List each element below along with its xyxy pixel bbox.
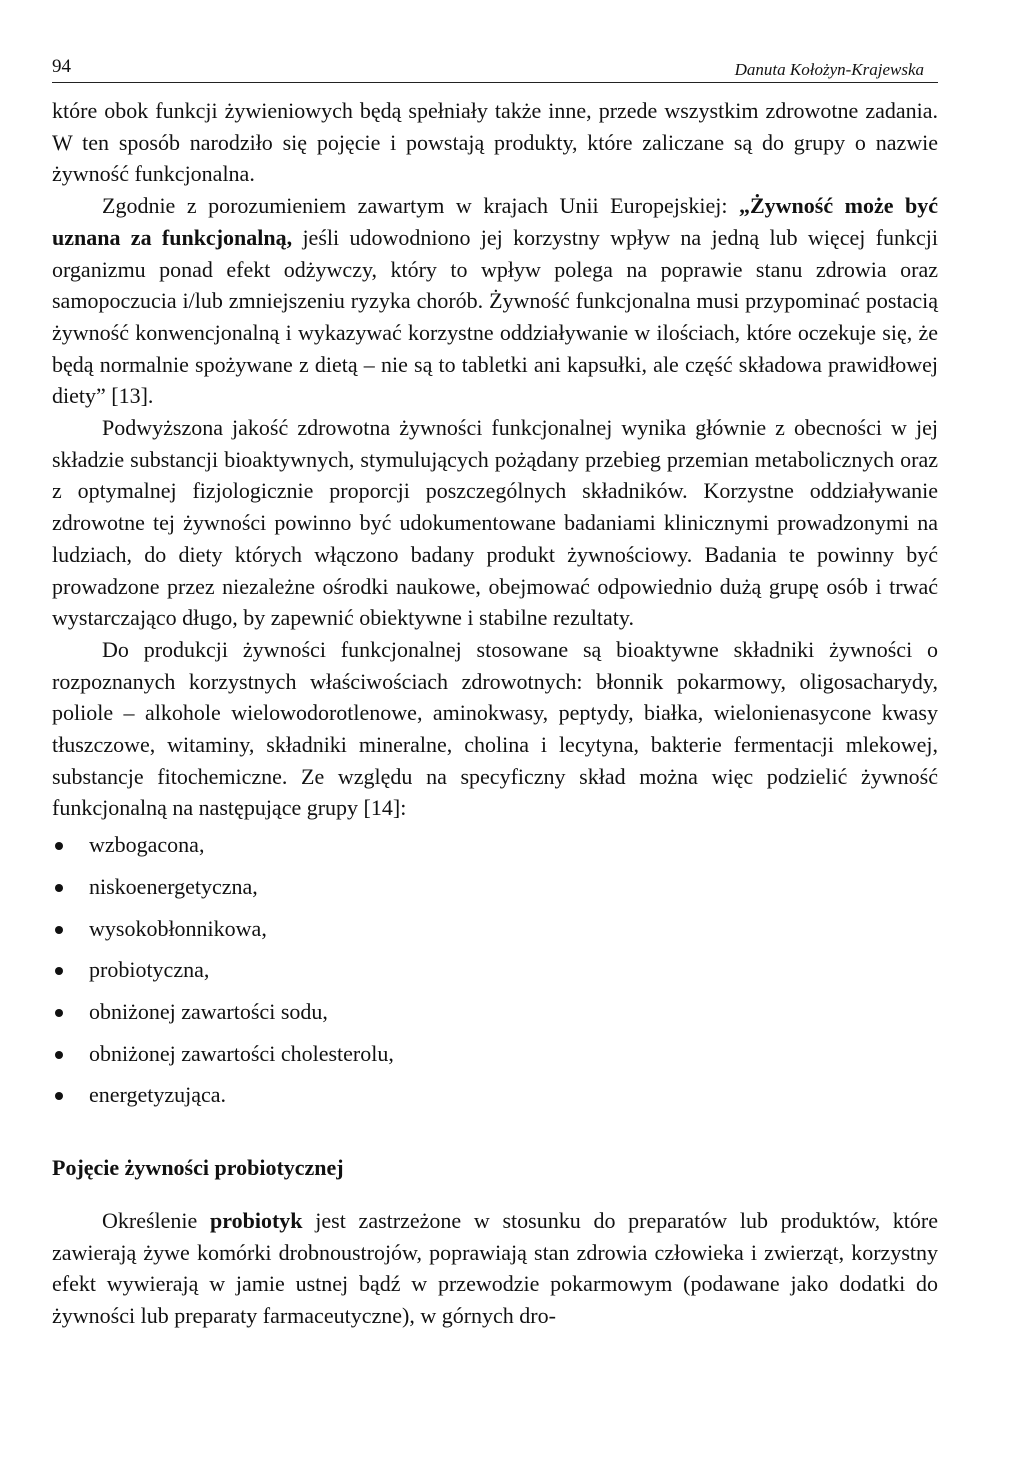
list-item [52, 949, 938, 991]
list-item [52, 1033, 938, 1075]
paragraph-2-rest: jeśli udowodniono jej korzystny wpływ na jedną lub więcej funkcji organizmu ponad efekt odżywczy, który to wpływ polega na poprawie stanu zdrowia oraz samopoczucia i/lub zmniejszeniu ryzyka chorób. Żywność funkcjonalna musi przypominać postacią żywność konwencjonalną i wykazywać korzystne oddziaływanie w ilościach, które oczekuje się, że będą normalnie spożywane z dietą – nie są to tabletki ani kapsułki, ale część składowa prawidłowej diety” [13]. [52, 224, 938, 409]
running-author: Danuta Kołożyn-Krajewska [734, 60, 924, 79]
section-paragraph-start: Określenie [102, 1207, 211, 1233]
list-item-label: obniżonej zawartości cholesterolu, [89, 1040, 394, 1066]
definition-emphasis: „Żywność może być uznana za funkcjonalną, [52, 193, 938, 250]
list-item-label: wysokobłonnikowa, [89, 915, 267, 941]
list-item-label: probiotyczna, [89, 957, 210, 983]
page-number: 94 [52, 56, 71, 77]
term-emphasis: probiotyk [210, 1207, 303, 1233]
list-item [52, 908, 938, 950]
bullet-icon [55, 884, 63, 892]
list-item [52, 991, 938, 1033]
bullet-icon [55, 1009, 63, 1017]
document-body [52, 95, 938, 1332]
list-item-label: obniżonej zawartości sodu, [89, 998, 328, 1024]
paragraph-4: Do produkcji żywności funkcjonalnej stosowane są bioaktywne składniki żywności o rozpoznanych korzystnych właściwościach zdrowotnych: błonnik pokarmowy, oligosacharydy, poliole – alkohole wielowodorotlenowe, aminokwasy, peptydy, białka, wielonienasycone kwasy tłuszczowe, witaminy, składniki mineralne, cholina i lecytyna, bakterie fermentacji mlekowej, substancje fitochemiczne. Ze względu na specyficzny skład można więc podzielić żywność funkcjonalną na następujące grupy [14]: [52, 636, 938, 821]
list-item [52, 1074, 938, 1116]
paragraph-1: które obok funkcji żywieniowych będą spełniały także inne, przede wszystkim zdrowotne zadania. W ten sposób narodziło się pojęcie i powstają produkty, które zaliczane są do grupy o nazwie żywność funkcjonalna. [52, 98, 938, 187]
list-item-label: niskoenergetyczna, [89, 873, 258, 899]
list-item [52, 866, 938, 908]
paragraph-2 [52, 190, 938, 412]
list-item-label: wzbogacona, [89, 832, 205, 858]
bullet-icon [55, 1051, 63, 1059]
bullet-icon [55, 1092, 63, 1100]
section-heading: Pojęcie żywności probiotycznej [52, 1154, 344, 1180]
food-groups-list [52, 824, 938, 1116]
paragraph-2-start: Zgodnie z porozumieniem zawartym w krajach Unii Europejskiej: [102, 193, 739, 219]
bullet-icon [55, 842, 63, 850]
paragraph-3: Podwyższona jakość zdrowotna żywności funkcjonalnej wynika głównie z obecności w jej składzie substancji bioaktywnych, stymulujących pożądany przebieg przemian metabolicznych oraz z optymalnej fizjologicznie proporcji poszczególnych składników. Korzystne oddziaływanie zdrowotne tej żywności powinno być udokumentowane badaniami klinicznymi prowadzonymi na ludziach, do diety których włączono badany produkt żywnościowy. Badania te powinny być prowadzone przez niezależne ośrodki naukowe, obejmować odpowiednio dużą grupę osób i trwać wystarczająco długo, by zapewnić obiektywne i stabilne rezultaty. [52, 415, 938, 631]
section-paragraph [52, 1205, 938, 1332]
running-header [52, 52, 938, 83]
section-paragraph-rest: jest zastrzeżone w stosunku do preparatów lub produktów, które zawierają żywe komórki drobnoustrojów, poprawiają stan zdrowia człowieka i zwierząt, korzystny efekt wywierają w jamie ustnej bądź w przewodzie pokarmowym (podawane jako dodatki do żywności lub preparaty farmaceutyczne), w górnych dro- [52, 1207, 939, 1329]
bullet-icon [55, 926, 63, 934]
document-page [52, 52, 938, 1332]
list-item [52, 824, 938, 866]
bullet-icon [55, 967, 63, 975]
list-item-label: energetyzująca. [89, 1082, 227, 1108]
